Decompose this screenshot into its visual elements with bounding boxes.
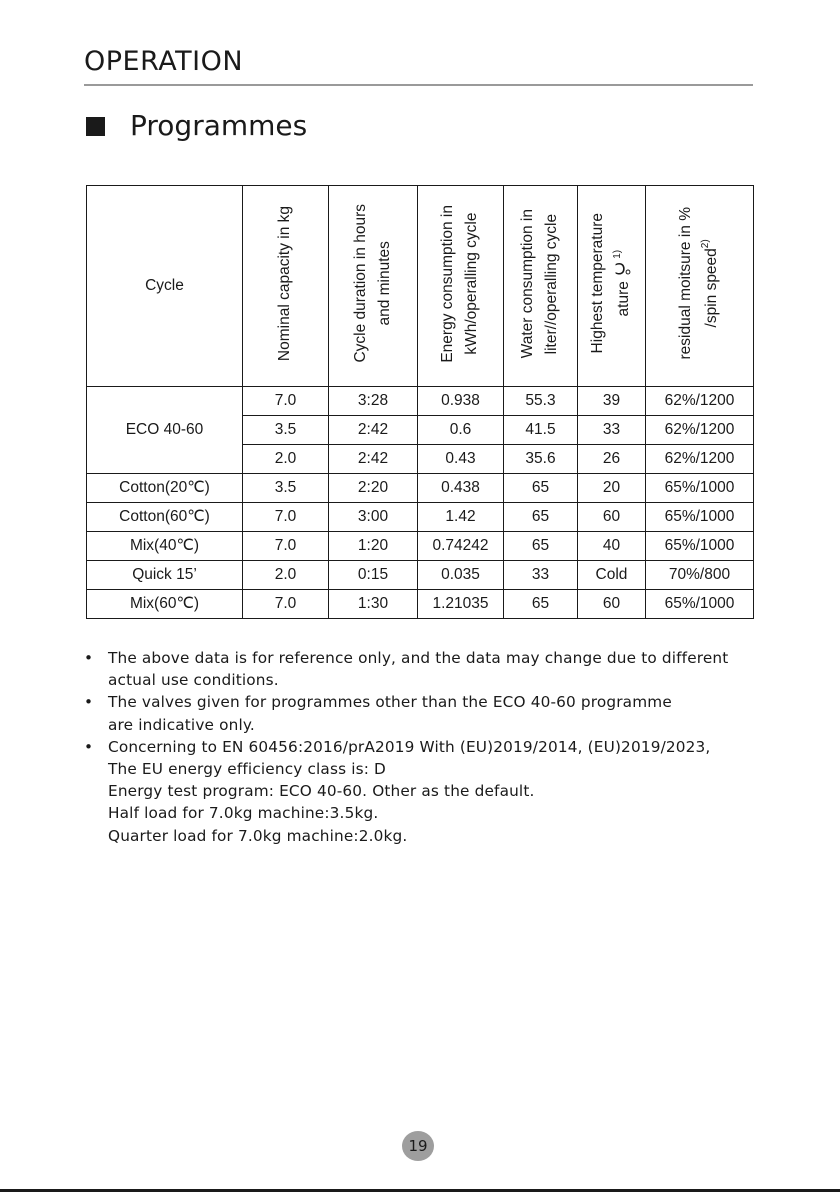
header-moisture-footnote: 2)	[700, 239, 712, 249]
header-moisture-label	[674, 207, 724, 359]
cell-temperature: 26	[578, 445, 646, 474]
header-moisture	[646, 186, 754, 387]
header-water	[504, 186, 578, 387]
note-item	[84, 691, 764, 735]
cell-cycle: Cotton(60℃)	[87, 503, 243, 532]
page-number: 19	[402, 1131, 434, 1161]
cell-moisture: 62%/1200	[646, 387, 754, 416]
header-duration-line2: and minutes	[376, 241, 393, 326]
header-energy-label	[436, 205, 484, 363]
cell-energy: 0.938	[418, 387, 504, 416]
header-temperature-label	[586, 213, 636, 353]
cell-water: 65	[504, 503, 578, 532]
cell-water: 41.5	[504, 416, 578, 445]
note-line: Energy test program: ECO 40-60. Other as the default.	[108, 782, 535, 801]
header-energy-line2: kWh/operalling cycle	[463, 212, 481, 355]
table-row	[87, 561, 754, 590]
cell-capacity: 3.5	[243, 474, 329, 503]
note-line: The above data is for reference only, and the data may change due to different	[108, 649, 729, 667]
header-temperature-line1: Highest temperature	[589, 213, 607, 354]
header-duration-line1: Cycle duration in hours	[351, 204, 369, 363]
cell-energy: 0.035	[418, 561, 504, 590]
header-temperature-footnote: 1)	[612, 250, 624, 260]
note-line: Quarter load for 7.0kg machine:2.0kg.	[108, 826, 408, 845]
note-item	[84, 647, 764, 691]
header-capacity-label: Nominal capacity in kg	[276, 205, 294, 362]
notes-list	[84, 647, 764, 847]
bullet-icon: •	[84, 737, 94, 756]
cell-moisture: 65%/1000	[646, 474, 754, 503]
table-row	[87, 590, 754, 619]
header-cycle-label: Cycle	[145, 277, 184, 294]
bullet-icon: •	[84, 693, 94, 712]
cell-water: 65	[504, 474, 578, 503]
table-header-row	[87, 186, 754, 387]
cell-moisture: 65%/1000	[646, 532, 754, 561]
cell-temperature: 60	[578, 503, 646, 532]
cell-duration: 1:30	[329, 590, 418, 619]
note-line: The EU energy efficiency class is: D	[108, 760, 386, 779]
header-cycle	[87, 186, 243, 387]
header-water-line2: liter//operalling cycle	[543, 213, 561, 354]
cell-water: 65	[504, 532, 578, 561]
cell-moisture: 65%/1000	[646, 503, 754, 532]
note-item	[84, 736, 764, 847]
header-water-line1: Water consumption in	[519, 208, 537, 359]
cycle-eco: ECO 40-60	[87, 387, 243, 474]
cell-moisture: 62%/1200	[646, 416, 754, 445]
cell-capacity: 7.0	[243, 387, 329, 416]
cell-moisture: 62%/1200	[646, 445, 754, 474]
table-row	[87, 387, 754, 416]
header-energy-line1: Energy consumption in	[439, 204, 457, 363]
cell-moisture: 65%/1000	[646, 590, 754, 619]
cell-cycle: Mix(40℃)	[87, 532, 243, 561]
cell-cycle: Cotton(20℃)	[87, 474, 243, 503]
cell-capacity: 7.0	[243, 590, 329, 619]
cell-capacity: 2.0	[243, 445, 329, 474]
cell-energy: 1.21035	[418, 590, 504, 619]
note-line: Half load for 7.0kg machine:3.5kg.	[108, 804, 379, 823]
header-duration	[329, 186, 418, 387]
cell-water: 33	[504, 561, 578, 590]
note-line: are indicative only.	[108, 715, 255, 734]
header-temperature-line2: ature ℃	[615, 259, 633, 317]
cell-water: 35.6	[504, 445, 578, 474]
note-line: Concerning to EN 60456:2016/prA2019 With (EU)2019/2014, (EU)2019/2023,	[108, 737, 711, 756]
header-moisture-line1: residual moitsure in %	[677, 207, 695, 360]
cell-duration: 3:28	[329, 387, 418, 416]
note-line: The valves given for programmes other than the ECO 40-60 programme	[108, 693, 672, 712]
cell-energy: 0.43	[418, 445, 504, 474]
cell-duration: 2:42	[329, 445, 418, 474]
cell-cycle: Mix(60℃)	[87, 590, 243, 619]
header-water-label	[516, 209, 564, 358]
subsection-title: Programmes	[130, 109, 308, 142]
cell-temperature: 39	[578, 387, 646, 416]
cell-capacity: 7.0	[243, 503, 329, 532]
cell-cycle: Quick 15’	[87, 561, 243, 590]
cell-capacity: 3.5	[243, 416, 329, 445]
cell-duration: 2:20	[329, 474, 418, 503]
cell-temperature: Cold	[578, 561, 646, 590]
table-row	[87, 474, 754, 503]
cell-water: 55.3	[504, 387, 578, 416]
header-duration-label	[349, 204, 397, 363]
cell-capacity: 7.0	[243, 532, 329, 561]
square-bullet-icon	[86, 117, 105, 136]
table-row	[87, 503, 754, 532]
header-moisture-line2: /spin speed	[703, 248, 721, 328]
cell-duration: 3:00	[329, 503, 418, 532]
cell-duration: 0:15	[329, 561, 418, 590]
cell-temperature: 60	[578, 590, 646, 619]
cell-duration: 1:20	[329, 532, 418, 561]
cell-energy: 0.438	[418, 474, 504, 503]
cell-water: 65	[504, 590, 578, 619]
cell-energy: 1.42	[418, 503, 504, 532]
header-temperature	[578, 186, 646, 387]
section-title: OPERATION	[84, 46, 244, 77]
bullet-icon: •	[84, 649, 94, 667]
cell-temperature: 40	[578, 532, 646, 561]
cell-temperature: 33	[578, 416, 646, 445]
note-line: actual use conditions.	[108, 671, 279, 690]
table-row	[87, 532, 754, 561]
cell-energy: 0.74242	[418, 532, 504, 561]
header-capacity	[243, 186, 329, 387]
cell-duration: 2:42	[329, 416, 418, 445]
cell-moisture: 70%/800	[646, 561, 754, 590]
cell-capacity: 2.0	[243, 561, 329, 590]
cell-energy: 0.6	[418, 416, 504, 445]
programmes-table	[86, 185, 754, 619]
header-energy	[418, 186, 504, 387]
heading-divider	[84, 84, 753, 86]
cell-temperature: 20	[578, 474, 646, 503]
